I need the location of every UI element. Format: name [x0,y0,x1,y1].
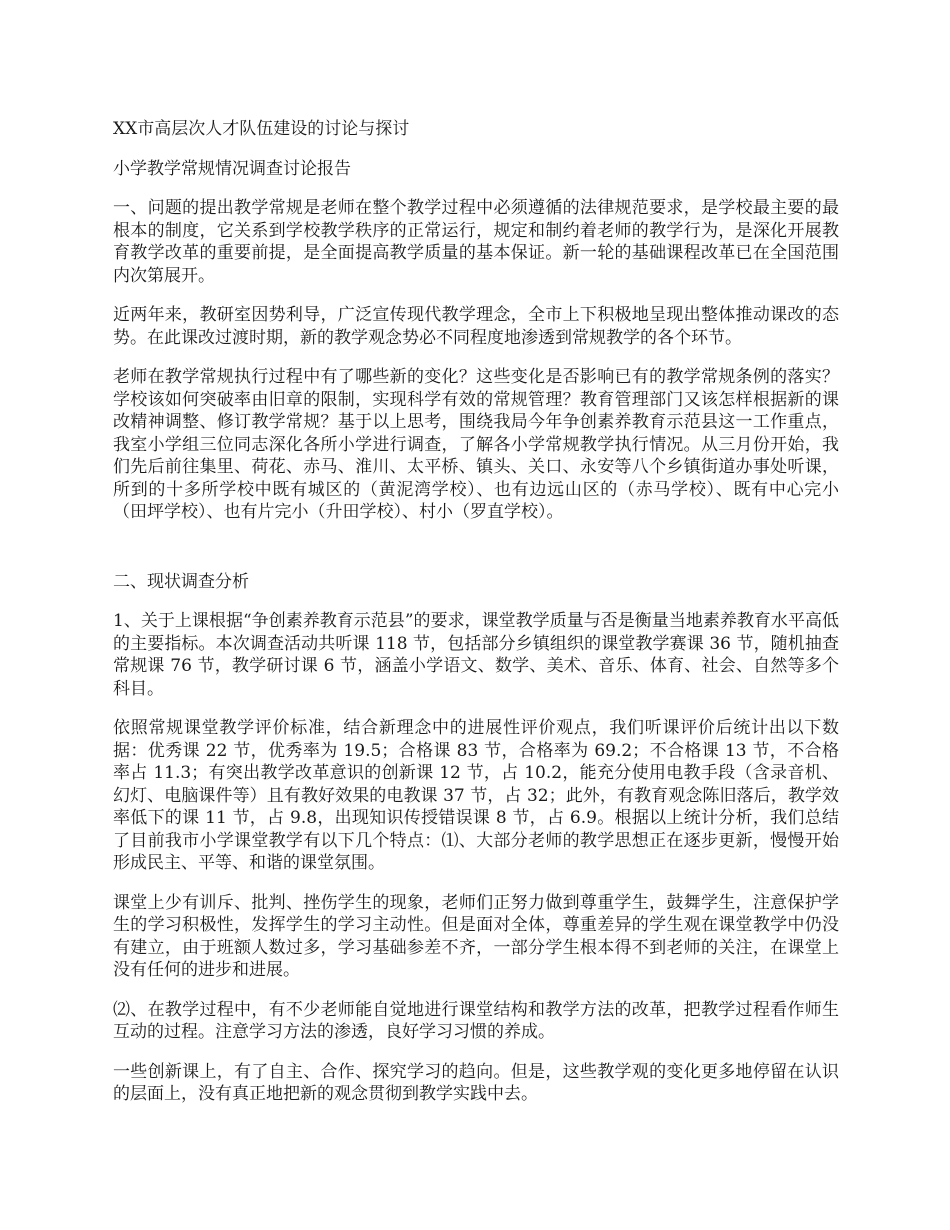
paragraph-classes: 1、关于上课根据“争创素养教育示范县”的要求，课堂教学质量与否是衡量当地素养教育水平高低的主要指标。本次调查活动共听课 118 节，包括部分乡镇组织的课堂教学赛课 36 节，随机抽查常规课 76 节，教学研讨课 6 节，涵盖小学语文、数学、美术、音乐、体育、社会、自然等多个科目。 [113,611,839,699]
document-subtitle: 小学教学常规情况调查讨论报告 [113,158,351,179]
document-page [113,118,839,1123]
paragraph-questions: 老师在教学常规执行过程中有了哪些新的变化？这些变化是否影响已有的教学常规条例的落实？学校该如何突破率由旧章的限制，实现科学有效的常规管理？教育管理部门又该怎样根据新的课改精神调整、修订教学常规？基于以上思考，围绕我局今年争创素养教育示范县这一工作重点，我室小学组三位同志深化各所小学进行调查，了解各小学常规教学执行情况。从三月份开始，我们先后前往集里、荷花、赤马、淮川、太平桥、镇头、关口、永安等八个乡镇街道办事处听课，所到的十多所学校中既有城区的（黄泥湾学校）、也有边远山区的（赤马学校）、既有中心完小（田坪学校）、也有片完小（升田学校）、村小（罗直学校）。 [113,367,839,522]
paragraph-statistics: 依照常规课堂教学评价标准，结合新理念中的进展性评价观点，我们听课评价后统计出以下数据：优秀课 22 节，优秀率为 19.5；合格课 83 节，合格率为 69.2；不合格课 13 节，不合格率占 11.3；有突出教学改革意识的创新课 12 节，占 10.2，能充分使用电教手段（含录音机、幻灯、电脑课件等）且有教好效果的电教课 37 节，占 32；此外，有教育观念陈旧落后，教学效率低下的课 11 节，占 9.8，出现知识传授错误课 8 节，占 6.9。根据以上统计分析，我们总结了目前我市小学课堂教学有以下几个特点：⑴、大部分老师的教学思想正在逐步更新，慢慢开始形成民主、平等、和谐的课堂氛围。 [113,718,839,873]
paragraph-teaching-process: ⑵、在教学过程中，有不少老师能自觉地进行课堂结构和教学方法的改革，把教学过程看作师生互动的过程。注意学习方法的渗透，良好学习习惯的养成。 [113,999,839,1042]
paragraph-innovation: 一些创新课上，有了自主、合作、探究学习的趋向。但是，这些教学观的变化更多地停留在认识的层面上，没有真正地把新的观念贯彻到教学实践中去。 [113,1061,839,1104]
paragraph-classroom: 课堂上少有训斥、批判、挫伤学生的现象，老师们正努力做到尊重学生，鼓舞学生，注意保护学生的学习积极性，发挥学生的学习主动性。但是面对全体，尊重差异的学生观在课堂教学中仍没有建立，由于班额人数过多，学习基础参差不齐，一部分学生根本得不到老师的关注，在课堂上没有任何的进步和进展。 [113,892,839,980]
paragraph-recent-years: 近两年来，教研室因势利导，广泛宣传现代教学理念，全市上下积极地呈现出整体推动课改的态势。在此课改过渡时期，新的教学观念势必不同程度地渗透到常规教学的各个环节。 [113,305,839,348]
paragraph-problem-intro: 一、问题的提出教学常规是老师在整个教学过程中必须遵循的法律规范要求，是学校最主要的最根本的制度，它关系到学校教学秩序的正常运行，规定和制约着老师的教学行为，是深化开展教育教学改革的重要前提，是全面提高教学质量的基本保证。新一轮的基础课程改革已在全国范围内次第展开。 [113,198,839,286]
document-title: XX市高层次人才队伍建设的讨论与探讨 [113,119,410,139]
section-heading: 二、现状调查分析 [113,571,249,592]
section-spacer [113,541,839,571]
